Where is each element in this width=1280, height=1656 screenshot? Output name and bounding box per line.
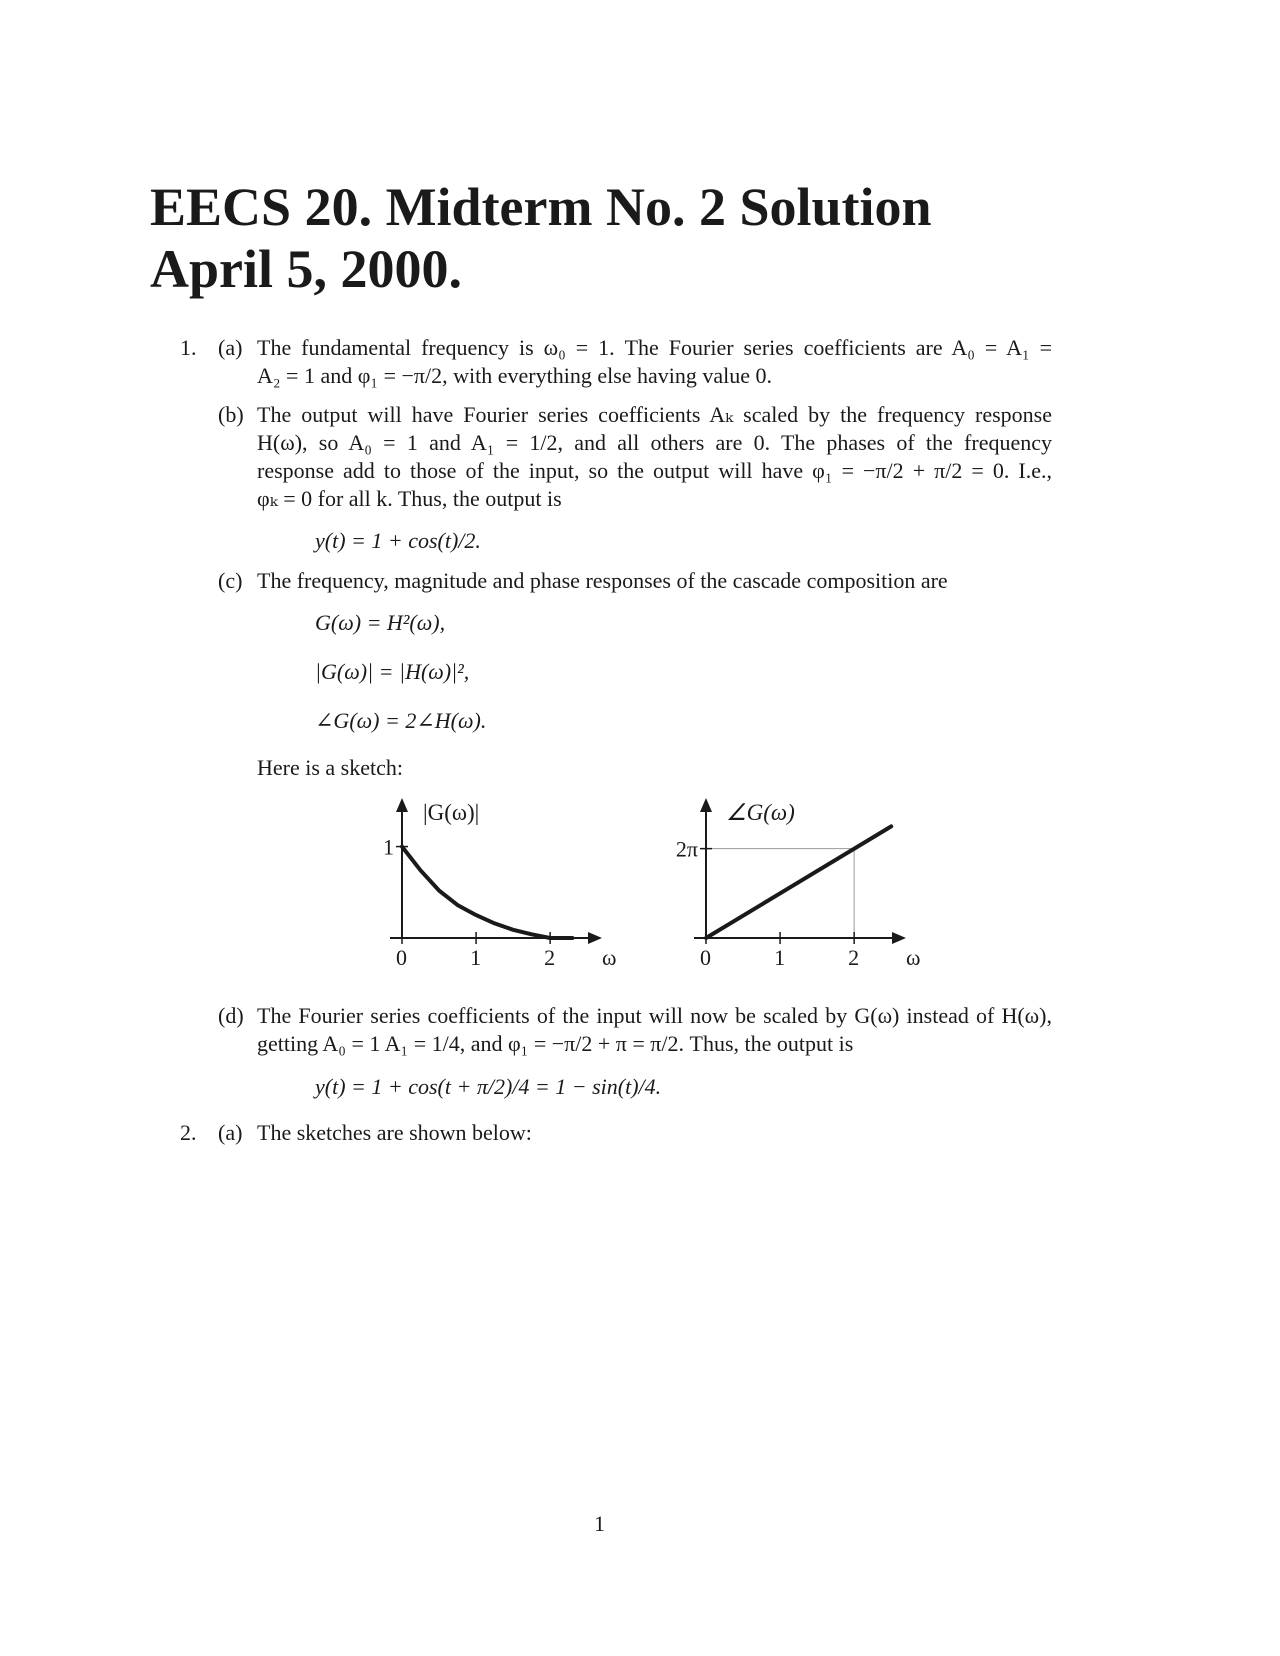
- problem-1b-line-4: φₖ = 0 for all k. Thus, the output is: [257, 486, 562, 511]
- problem-2a-line-1: The sketches are shown below:: [257, 1120, 532, 1145]
- problem-2a-label: (a): [218, 1120, 243, 1145]
- problem-1d-equation: y(t) = 1 + cos(t + π/2)/4 = 1 − sin(t)/4.: [315, 1074, 662, 1099]
- mag-title: |G(ω)|: [423, 800, 480, 825]
- mag-x-label: ω: [602, 945, 617, 970]
- problem-1c-label: (c): [218, 568, 243, 593]
- problem-1d-line-1: The Fourier series coefficients of the input will now be scaled by G(ω) instead of H(ω),: [257, 1003, 1052, 1028]
- phase-plot: [676, 798, 921, 970]
- problem-1-number: 1.: [180, 335, 197, 360]
- problem-1b-line-3: response add to those of the input, so the output will have φ₁ = −π/2 + π/2 = 0. I.e.,: [257, 458, 1052, 483]
- problem-1d-line-2: getting A₀ = 1 A₁ = 1/4, and φ₁ = −π/2 + π = π/2. Thus, the output is: [257, 1031, 854, 1056]
- problem-1c-eq-3: ∠G(ω) = 2∠H(ω).: [315, 708, 487, 733]
- problem-1b-line-1: The output will have Fourier series coefficients Aₖ scaled by the frequency response: [257, 402, 1052, 427]
- problem-1b-line-2: H(ω), so A₀ = 1 and A₁ = 1/2, and all others are 0. The phases of the frequency: [257, 430, 1052, 455]
- phase-title: ∠G(ω): [726, 800, 795, 825]
- problem-1b-label: (b): [218, 402, 244, 427]
- mag-series-0: [402, 847, 572, 938]
- phase-x-label: ω: [906, 945, 921, 970]
- page-title: [150, 176, 932, 300]
- problem-1a-label: (a): [218, 335, 243, 360]
- title-line-2: April 5, 2000.: [150, 239, 463, 299]
- problem-1c-line-1: The frequency, magnitude and phase responses of the cascade composition are: [257, 568, 948, 593]
- mag-x-arrow: [588, 932, 602, 944]
- phase-x-tick-label-0: 0: [700, 945, 711, 970]
- sketch-figure: [370, 790, 930, 980]
- title-line-1: EECS 20. Midterm No. 2 Solution: [150, 177, 932, 237]
- phase-y-tick-label: 2π: [675, 836, 698, 862]
- mag-y-tick-label: 1: [383, 834, 394, 860]
- page-number: 1: [594, 1511, 605, 1536]
- phase-x-tick-label-1: 1: [774, 945, 786, 970]
- phase-x-tick-label-2: 2: [848, 945, 860, 970]
- problem-2-number: 2.: [180, 1120, 197, 1145]
- phase-series-0: [706, 826, 891, 938]
- mag-y-arrow: [396, 798, 408, 812]
- phase-x-arrow: [892, 932, 906, 944]
- problem-1a-line-1: The fundamental frequency is ω₀ = 1. The Fourier series coefficients are A₀ = A₁ =: [257, 335, 1052, 360]
- problem-1b-equation: y(t) = 1 + cos(t)/2.: [315, 528, 481, 553]
- problem-1a-line-2: A₂ = 1 and φ₁ = −π/2, with everything else having value 0.: [257, 363, 773, 388]
- problem-1c-sketch-intro: Here is a sketch:: [257, 755, 403, 780]
- phase-y-arrow: [700, 798, 712, 812]
- mag-x-tick-label-1: 1: [470, 945, 482, 970]
- problem-1d-label: (d): [218, 1003, 244, 1028]
- magnitude-plot: [383, 798, 616, 970]
- problem-1c-eq-2: |G(ω)| = |H(ω)|²,: [315, 659, 470, 684]
- mag-x-tick-label-0: 0: [396, 945, 407, 970]
- mag-x-tick-label-2: 2: [544, 945, 556, 970]
- problem-1c-eq-1: G(ω) = H²(ω),: [315, 610, 446, 635]
